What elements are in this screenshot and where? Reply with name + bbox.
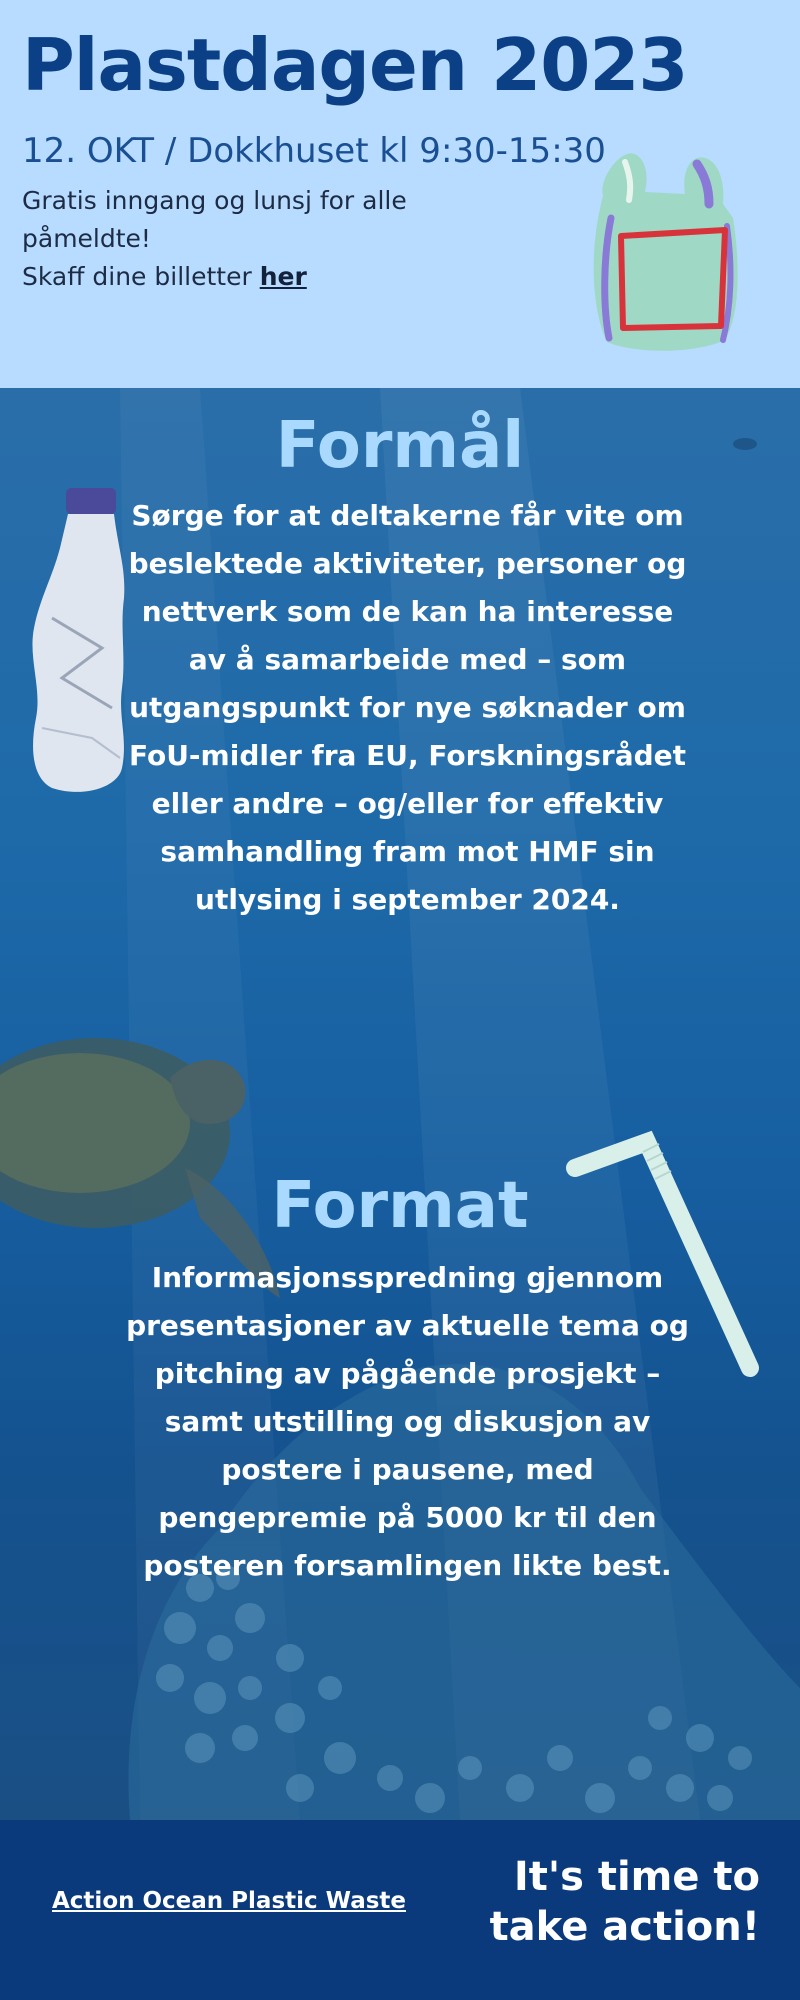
straw-icon xyxy=(565,1128,765,1388)
plastic-bag-icon xyxy=(585,148,745,358)
plastic-bottle-icon xyxy=(22,488,140,798)
ticket-prefix: Skaff dine billetter xyxy=(22,262,260,291)
format-text: Informasjonsspredning gjennom presentasjoner av aktuelle tema og pitching av pågående prosjekt – samt utstilling og diskusjon av postere i pausene, med pengepremie på 5000 kr til den posteren forsamlingen likte best. xyxy=(126,1261,689,1582)
date-location: 12. OKT / Dokkhuset kl 9:30-15:30 xyxy=(22,131,606,171)
ocean-section xyxy=(0,388,800,1820)
footer xyxy=(0,1820,800,2000)
action-ocean-link[interactable]: Action Ocean Plastic Waste xyxy=(52,1888,407,1914)
format-heading: Format xyxy=(271,1169,529,1243)
info-text xyxy=(22,182,462,296)
info-line-1: Gratis inngang og lunsj for alle påmeldte! xyxy=(22,186,407,253)
info-line-2 xyxy=(22,258,462,296)
ticket-link[interactable]: her xyxy=(259,262,307,291)
purpose-heading: Formål xyxy=(275,409,525,483)
call-to-action: It's time to take action! xyxy=(489,1854,760,1950)
header xyxy=(0,0,800,388)
page-title: Plastdagen 2023 xyxy=(22,23,688,107)
purpose-text: Sørge for at deltakerne får vite om beslektede aktiviteter, personer og nettverk som de kan ha interesse av å samarbeide med – som utgangspunkt for nye søknader om FoU-midler fra EU, Forskningsrådet eller andre – og/eller for effektiv samhandling fram mot HMF sin utlysing i september 2024. xyxy=(128,499,687,916)
